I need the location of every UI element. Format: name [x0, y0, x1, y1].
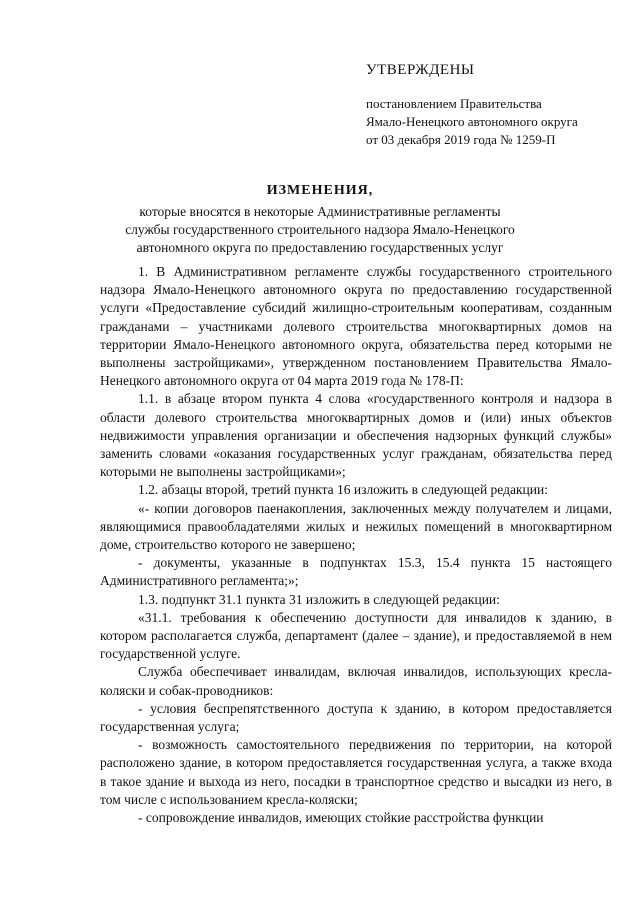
- approval-block: [366, 62, 616, 149]
- subtitle-line: которые вносятся в некоторые Административные регламенты: [139, 204, 501, 219]
- document-title: ИЗМЕНЕНИЯ,: [266, 183, 374, 198]
- subtitle-line: службы государственного строительного надзора Ямало-Ненецкого: [125, 222, 515, 237]
- document-subtitle: [100, 203, 540, 257]
- paragraph-movement: - возможность самостоятельного передвижения по территории, на которой расположено здание, в котором предоставляется государственная услуга, а также входа в такое здание и выхода из него, посадки в транспортное средство и высадки из него, в том числе с использованием кресла-коляски;: [100, 737, 612, 807]
- paragraph-quote-copies: «- копии договоров паенакопления, заключенных между получателем и лицами, являющимися правообладателями жилых и нежилых помещений в многоквартирном доме, строительство которого не завершено;: [100, 500, 612, 553]
- paragraph-1: 1. В Административном регламенте службы государственного строительного надзора Ямало-Ненецкого автономного округа по предоставлению государственной услуги «Предоставление субсидий жилищно-строительным кооперативам, созданным гражданами – участниками долевого строительства многоквартирных домов на территории Ямало-Ненецкого автономного округа, обязательства перед которыми не выполнены застройщиками», утвержденном постановлением Правительства Ямало-Ненецкого автономного округа от 04 марта 2019 года № 178-П:: [100, 264, 612, 389]
- paragraph-1-1: 1.1. в абзаце втором пункта 4 слова «государственного контроля и надзора в области долевого строительства многоквартирных домов и (или) иных объектов недвижимости управления организации и обеспечения надзорных функций службы» заменить словами «оказания государственных услуг гражданам, обязательства перед которыми не выполнены застройщиками»;: [100, 391, 612, 480]
- paragraph-escort: - сопровождение инвалидов, имеющих стойкие расстройства функции: [138, 810, 544, 826]
- approval-heading: УТВЕРЖДЕНЫ: [366, 62, 475, 78]
- approval-line: Ямало-Ненецкого автономного округа: [366, 114, 578, 129]
- paragraph-conditions: - условия беспрепятственного доступа к зданию, в котором предоставляется государственная услуга;: [100, 700, 612, 735]
- paragraph-1-2: 1.2. абзацы второй, третий пункта 16 изложить в следующей редакции:: [138, 482, 548, 498]
- document-body: [100, 263, 612, 827]
- approval-line: от 03 декабря 2019 года № 1259-П: [366, 132, 556, 147]
- paragraph-1-3: 1.3. подпункт 31.1 пункта 31 изложить в следующей редакции:: [138, 591, 500, 607]
- paragraph-31-1: «31.1. требования к обеспечению доступности для инвалидов к зданию, в котором располагается служба, департамент (далее – здание), и предоставляемой в нем государственной услуге.: [100, 609, 612, 662]
- paragraph-documents: - документы, указанные в подпунктах 15.3, 15.4 пункта 15 настоящего Административного регламента;»;: [100, 555, 612, 589]
- subtitle-line: автономного округа по предоставлению государственных услуг: [136, 240, 504, 255]
- approval-line: постановлением Правительства: [366, 96, 542, 111]
- paragraph-service-provides: Служба обеспечивает инвалидам, включая инвалидов, использующих кресла-коляски и собак-проводников:: [100, 664, 612, 698]
